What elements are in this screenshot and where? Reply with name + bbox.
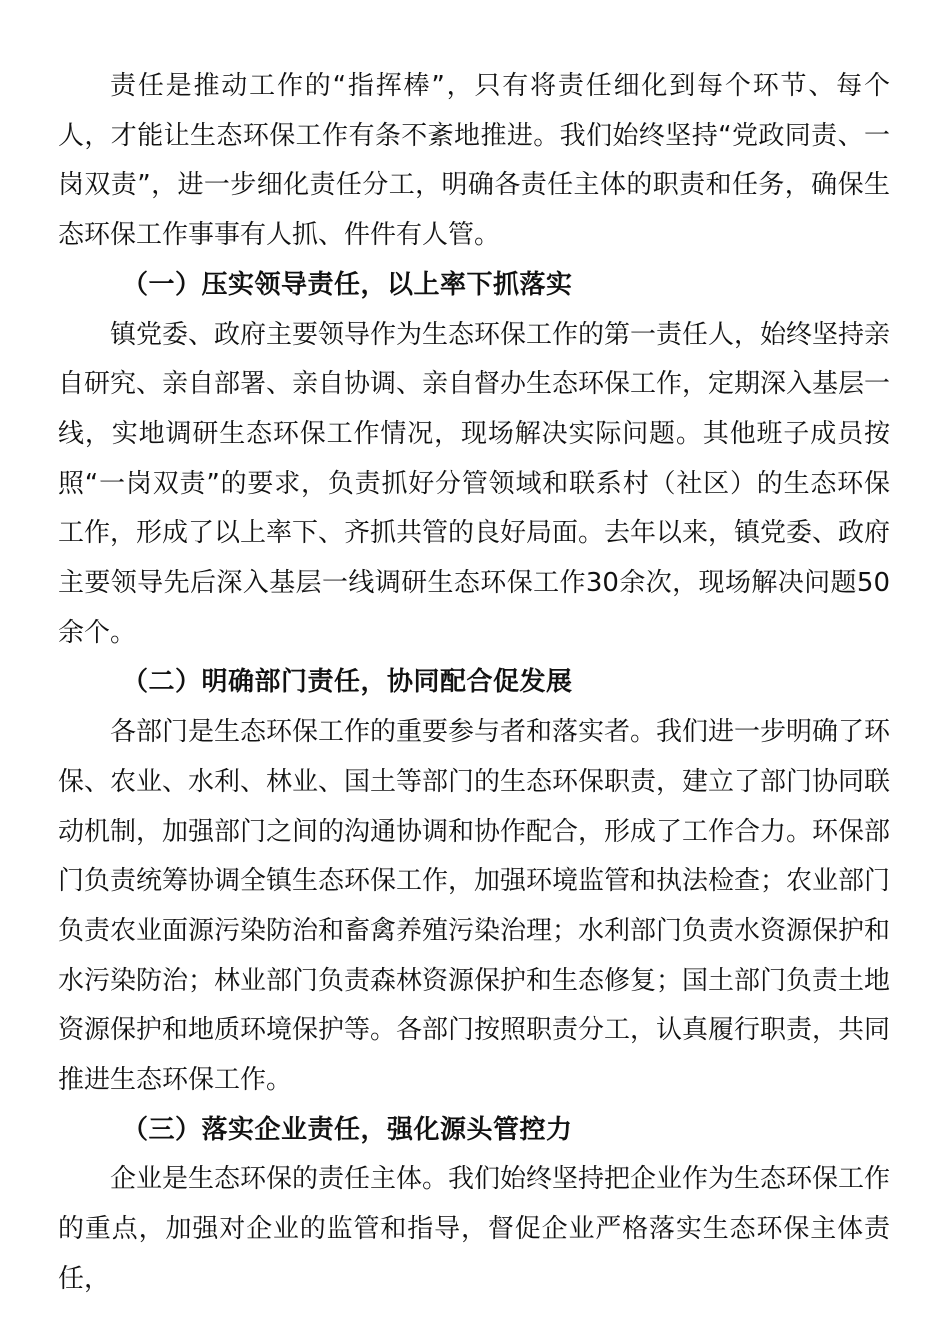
intro-paragraph: 责任是推动工作的“指挥棒”，只有将责任细化到每个环节、每个人，才能让生态环保工作有条不紊地推进。我们始终坚持“党政同责、一岗双责”，进一步细化责任分工，明确各责任主体的职责和任务，确保生态环保工作事事有人抓、件件有人管。 [58,71,890,251]
section-2-heading: （二）明确部门责任，协同配合促发展 [122,667,573,698]
section-3-paragraph: 企业是生态环保的责任主体。我们始终坚持把企业作为生态环保工作的重点，加强对企业的监管和指导，督促企业严格落实生态环保主体责任， [58,1164,891,1294]
section-1-paragraph: 镇党委、政府主要领导作为生态环保工作的第一责任人，始终坚持亲自研究、亲自部署、亲自协调、亲自督办生态环保工作，定期深入基层一线，实地调研生态环保工作情况，现场解决实际问题。其他班子成员按照“一岗双责”的要求，负责抓好分管领域和联系村（社区）的生态环保工作，形成了以上率下、齐抓共管的良好局面。去年以来，镇党委、政府主要领导先后深入基层一线调研生态环保工作30余次，现场解决问题50余个。 [58,319,891,648]
section-1-heading: （一）压实领导责任，以上率下抓落实 [122,269,573,300]
section-2-paragraph: 各部门是生态环保工作的重要参与者和落实者。我们进一步明确了环保、农业、水利、林业、国土等部门的生态环保职责，建立了部门协同联动机制，加强部门之间的沟通协调和协作配合，形成了工作合力。环保部门负责统筹协调全镇生态环保工作，加强环境监管和执法检查；农业部门负责农业面源污染防治和畜禽养殖污染治理；水利部门负责水资源保护和水污染防治；林业部门负责森林资源保护和生态修复；国土部门负责土地资源保护和地质环境保护等。各部门按照职责分工，认真履行职责，共同推进生态环保工作。 [58,717,891,1096]
document-page [58,62,890,1305]
section-3-heading: （三）落实企业责任，强化源头管控力 [122,1114,573,1145]
